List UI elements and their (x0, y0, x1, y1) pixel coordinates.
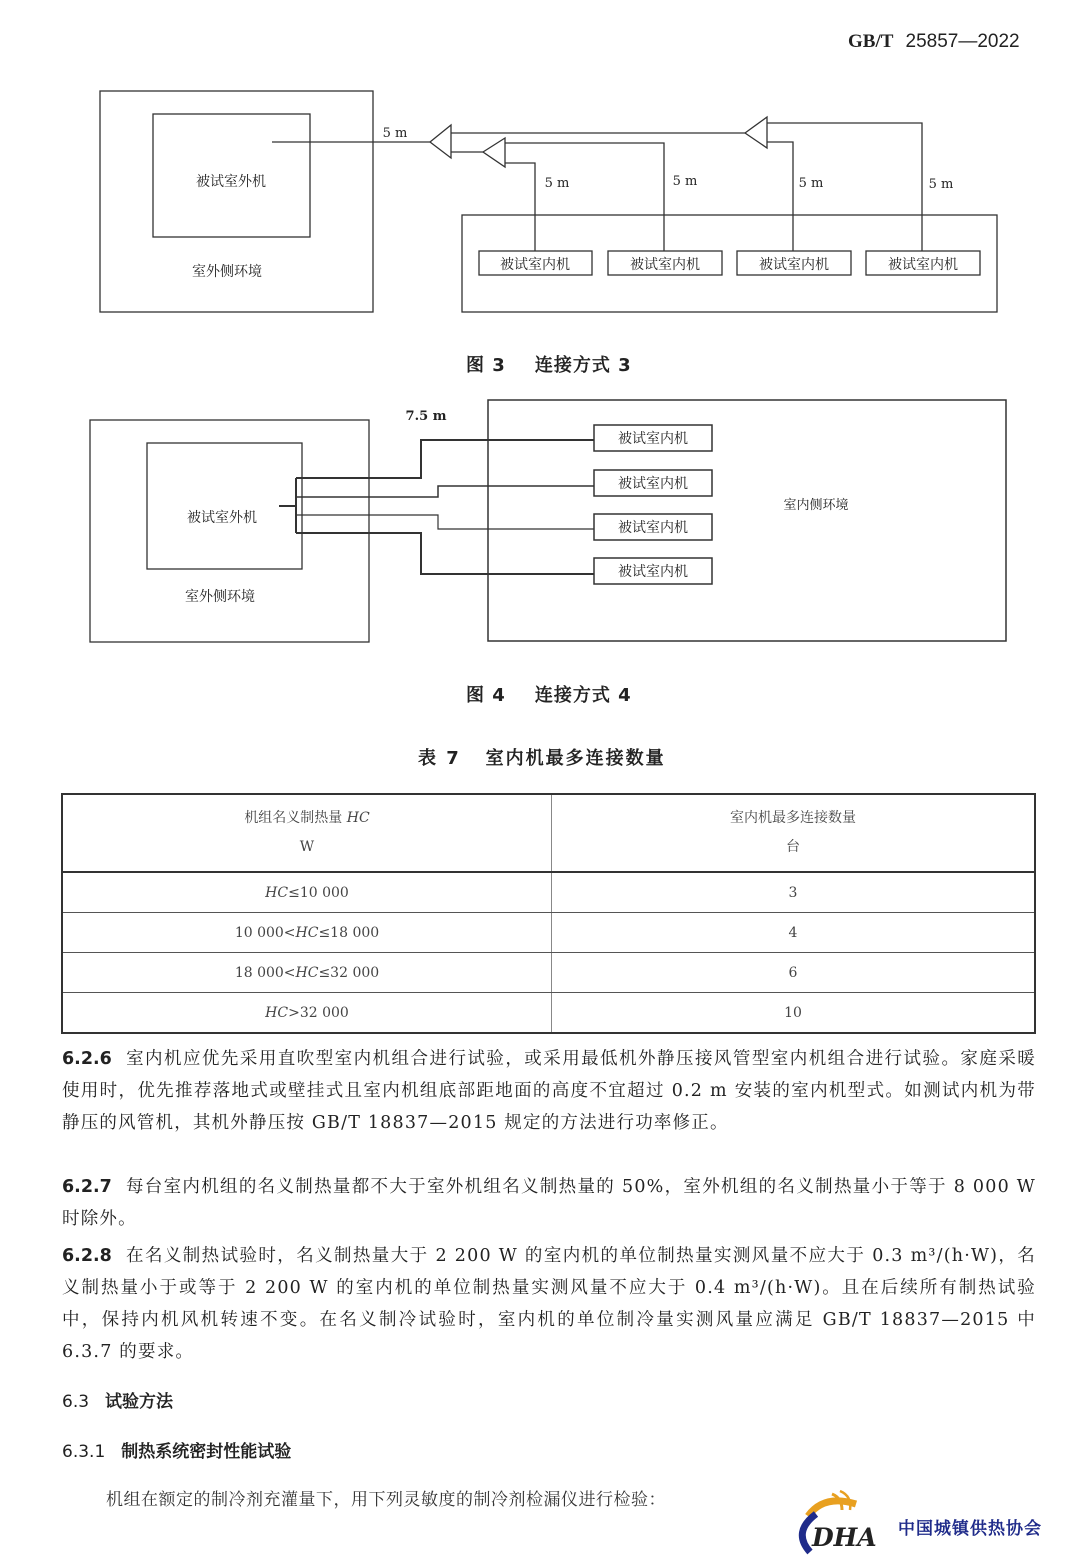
body-text: 机组在额定的制冷剂充灌量下，用下列灵敏度的制冷剂检漏仪进行检验： (106, 1490, 666, 1510)
figure-4-caption (466, 681, 632, 707)
fig3-branch-1 (505, 163, 535, 251)
fig3-main-pipe-length: 5 m (382, 126, 408, 141)
standard-prefix: GB/T (848, 31, 894, 52)
fig4-indoor-unit-label: 被试室内机 (618, 476, 688, 492)
fig3-outdoor-unit-label: 被试室外机 (196, 174, 266, 190)
fig3-branch-length: 5 m (544, 176, 570, 191)
max-units-value: 6 (552, 953, 1036, 993)
fig4-outdoor-unit-box (147, 443, 302, 569)
table-row (62, 953, 1035, 993)
capacity-range: 10 000<HC≤18 000 (62, 913, 552, 953)
fig3-outdoor-env-label: 室外侧环境 (192, 264, 262, 280)
fig3-distributor-2 (483, 138, 505, 167)
fig4-outdoor-env-label: 室外侧环境 (185, 589, 255, 605)
header-max-indoor-units: 室内机最多连接数量 台 (552, 794, 1036, 872)
logo-text: DHA (812, 1523, 877, 1552)
figure-3-caption (466, 351, 632, 377)
table-row (62, 872, 1035, 913)
fig3-branch-2 (505, 143, 664, 251)
table-row (62, 913, 1035, 953)
org-name: 中国城镇供热协会 (898, 1519, 1042, 1539)
fig4-outdoor-unit-label: 被试室外机 (187, 510, 257, 526)
max-units-value: 10 (552, 993, 1036, 1034)
fig4-outdoor-env-box (90, 420, 369, 642)
fig3-indoor-unit-label: 被试室内机 (630, 257, 700, 273)
table-header-row (62, 794, 1035, 872)
fig4-branch-1 (296, 440, 594, 478)
max-units-value: 3 (552, 872, 1036, 913)
fig4-branch-2 (296, 486, 594, 497)
figure-3-title: 连接方式 3 (534, 355, 632, 376)
fig4-indoor-unit-label: 被试室内机 (618, 520, 688, 536)
fig3-indoor-unit-label: 被试室内机 (759, 257, 829, 273)
table-7-title (418, 744, 666, 770)
figure-4-title: 连接方式 4 (534, 685, 632, 706)
figure-4-number: 图 4 (466, 685, 506, 706)
fig3-distributor-1 (430, 125, 451, 158)
fig4-indoor-unit-label: 被试室内机 (618, 431, 688, 447)
section-6-3-1-heading: 6.3.1 制热系统密封性能试验 (62, 1442, 292, 1462)
capacity-range: HC>32 000 (62, 993, 552, 1034)
capacity-range: 18 000<HC≤32 000 (62, 953, 552, 993)
fig4-indoor-unit-label: 被试室内机 (618, 564, 688, 580)
fig4-indoor-env-label: 室内侧环境 (783, 498, 849, 513)
fig3-indoor-unit-label: 被试室内机 (500, 257, 570, 273)
table-row (62, 993, 1035, 1034)
fig3-branch-length: 5 m (798, 176, 824, 191)
figure-4-diagram (0, 390, 1080, 660)
fig4-indoor-env-box (488, 400, 1006, 641)
fig3-branch-3 (767, 142, 793, 251)
figure-3-diagram (0, 0, 1080, 330)
fig3-branch-length: 5 m (672, 174, 698, 189)
fig4-branch-4 (296, 533, 594, 574)
table-7-title-text: 室内机最多连接数量 (485, 748, 666, 769)
figure-3-number: 图 3 (466, 355, 506, 376)
fig4-pipe-length: 7.5 m (405, 409, 447, 424)
max-units-value: 4 (552, 913, 1036, 953)
table-7 (61, 793, 1036, 1034)
section-6-3-heading: 6.3 试验方法 (62, 1392, 174, 1412)
header-heating-capacity: 机组名义制热量 HC W (62, 794, 552, 872)
clause-6-2-7: 6.2.7 每台室内机组的名义制热量都不大于室外机组名义制热量的 50%，室外机组的名义制热量小于等于 8 000 W 时除外。 (62, 1177, 1036, 1229)
clause-6-2-6: 6.2.6 室内机应优先采用直吹型室内机组合进行试验，或采用最低机外静压接风管型室内机组合进行试验。家庭采暖使用时，优先推荐落地式或壁挂式且室内机组底部距地面的高度不宜超过 0.2 m 安装的室内机型式。如测试内机为带静压的风管机，其机外静压按 GB/T 18837—2015 规定的方法进行功率修正。 (62, 1049, 1036, 1133)
fig3-branch-length: 5 m (928, 177, 954, 192)
capacity-range: HC≤10 000 (62, 872, 552, 913)
fig3-indoor-unit-label: 被试室内机 (888, 257, 958, 273)
clause-6-2-8: 6.2.8 在名义制热试验时，名义制热量大于 2 200 W 的室内机的单位制热量实测风量不应大于 0.3 m³/(h·W)，名义制热量小于或等于 2 200 W 的室内机的单位制热量实测风量不应大于 0.4 m³/(h·W)。且在后续所有制热试验中，保持内机风机转速不变。在名义制冷试验时，室内机的单位制冷量实测风量应满足 GB/T 18837—2015 中 6.3.7 的要求。 (62, 1246, 1036, 1362)
fig3-distributor-3 (745, 117, 767, 148)
table-7-number: 表 7 (418, 748, 461, 769)
fig4-branch-3 (296, 515, 594, 529)
standard-number: 25857—2022 (905, 31, 1020, 52)
